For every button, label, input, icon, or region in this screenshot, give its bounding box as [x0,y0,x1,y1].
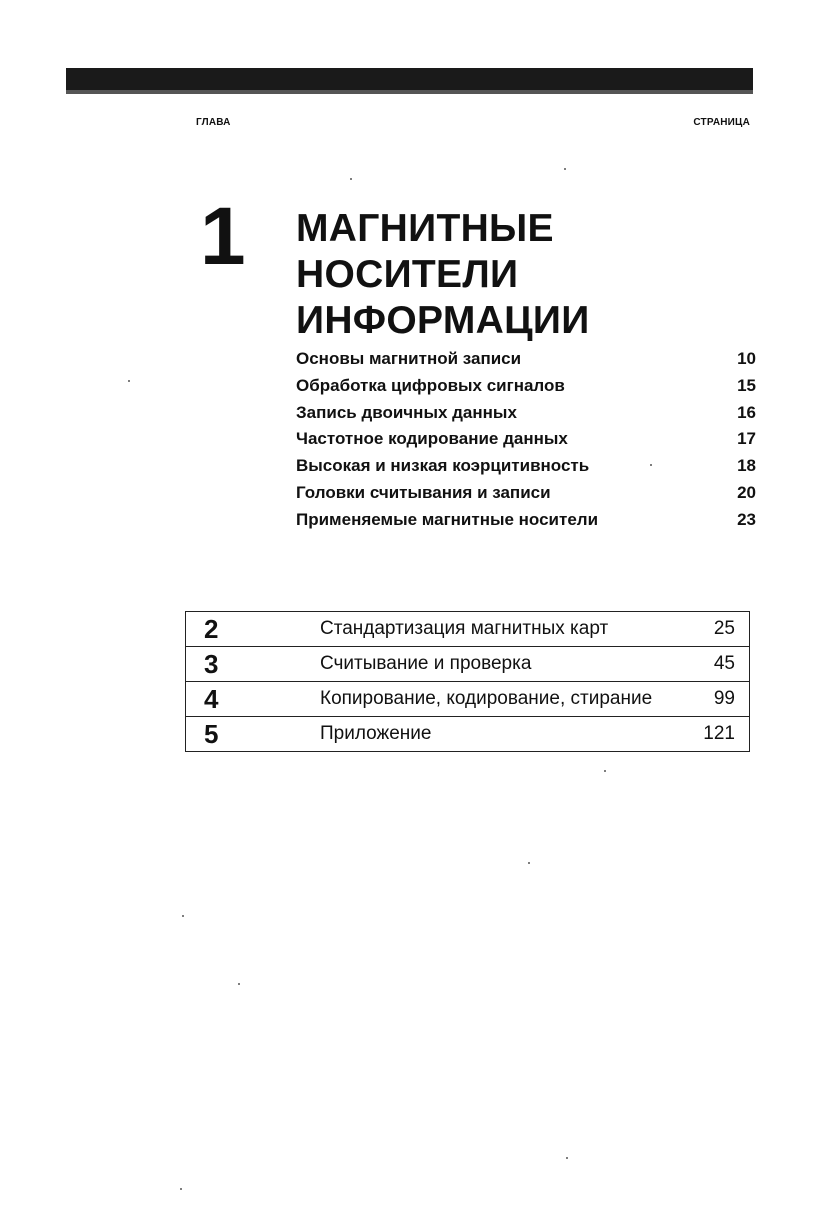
scan-speck [604,770,606,772]
chapter-page: 25 [675,612,750,647]
section-page: 20 [737,482,756,502]
chapter-page: 45 [675,647,750,682]
chapter-number: 5 [186,717,315,752]
chapter-title: Считывание и проверка [314,647,675,682]
section-page: 17 [737,429,756,449]
chapter-page: 121 [675,717,750,752]
section-page: 15 [737,375,756,395]
section-title: Головки считывания и записи [296,482,551,502]
section-title: Применяемые магнитные носители [296,509,599,529]
section-title: Высокая и низкая коэрцитивность [296,456,590,476]
section-item[interactable] [296,400,756,427]
chapter-title: Приложение [314,717,675,752]
scan-speck [180,1188,182,1190]
section-title: Основы магнитной записи [296,349,522,368]
section-list [296,346,756,534]
current-chapter-number: 1 [200,191,246,282]
scan-speck [182,915,184,917]
section-title: Запись двоичных данных [296,402,517,422]
chapter-table [185,611,750,752]
scan-speck [350,178,352,180]
section-item[interactable] [296,480,756,507]
current-chapter-title: МАГНИТНЫЕ НОСИТЕЛИ ИНФОРМАЦИИ [296,207,590,342]
header-rule-bar [66,68,753,94]
chapter-page: 99 [675,682,750,717]
chapter-row[interactable] [186,612,750,647]
chapter-number: 4 [186,682,315,717]
chapter-row[interactable] [186,717,750,752]
scan-speck [238,983,240,985]
scan-speck [564,168,566,170]
section-page: 23 [737,509,756,529]
section-page: 18 [737,456,756,476]
chapter-row[interactable] [186,682,750,717]
section-item[interactable] [296,373,756,400]
section-item[interactable] [296,426,756,453]
scan-speck [566,1157,568,1159]
section-item[interactable] [296,346,756,373]
chapter-title: Стандартизация магнитных карт [314,612,675,647]
chapter-number: 3 [186,647,315,682]
section-title: Частотное кодирование данных [296,429,568,449]
section-item[interactable] [296,453,756,480]
section-page: 10 [737,349,756,368]
page-column-label: СТРАНИЦА [693,117,750,128]
section-title: Обработка цифровых сигналов [296,375,565,395]
scan-speck [528,862,530,864]
chapter-row[interactable] [186,647,750,682]
section-page: 16 [737,402,756,422]
section-item[interactable] [296,507,756,534]
chapter-number: 2 [186,612,315,647]
scan-speck [650,464,652,466]
chapter-title: Копирование, кодирование, стирание [314,682,675,717]
chapter-column-label: ГЛАВА [196,117,231,128]
scan-speck [128,380,130,382]
